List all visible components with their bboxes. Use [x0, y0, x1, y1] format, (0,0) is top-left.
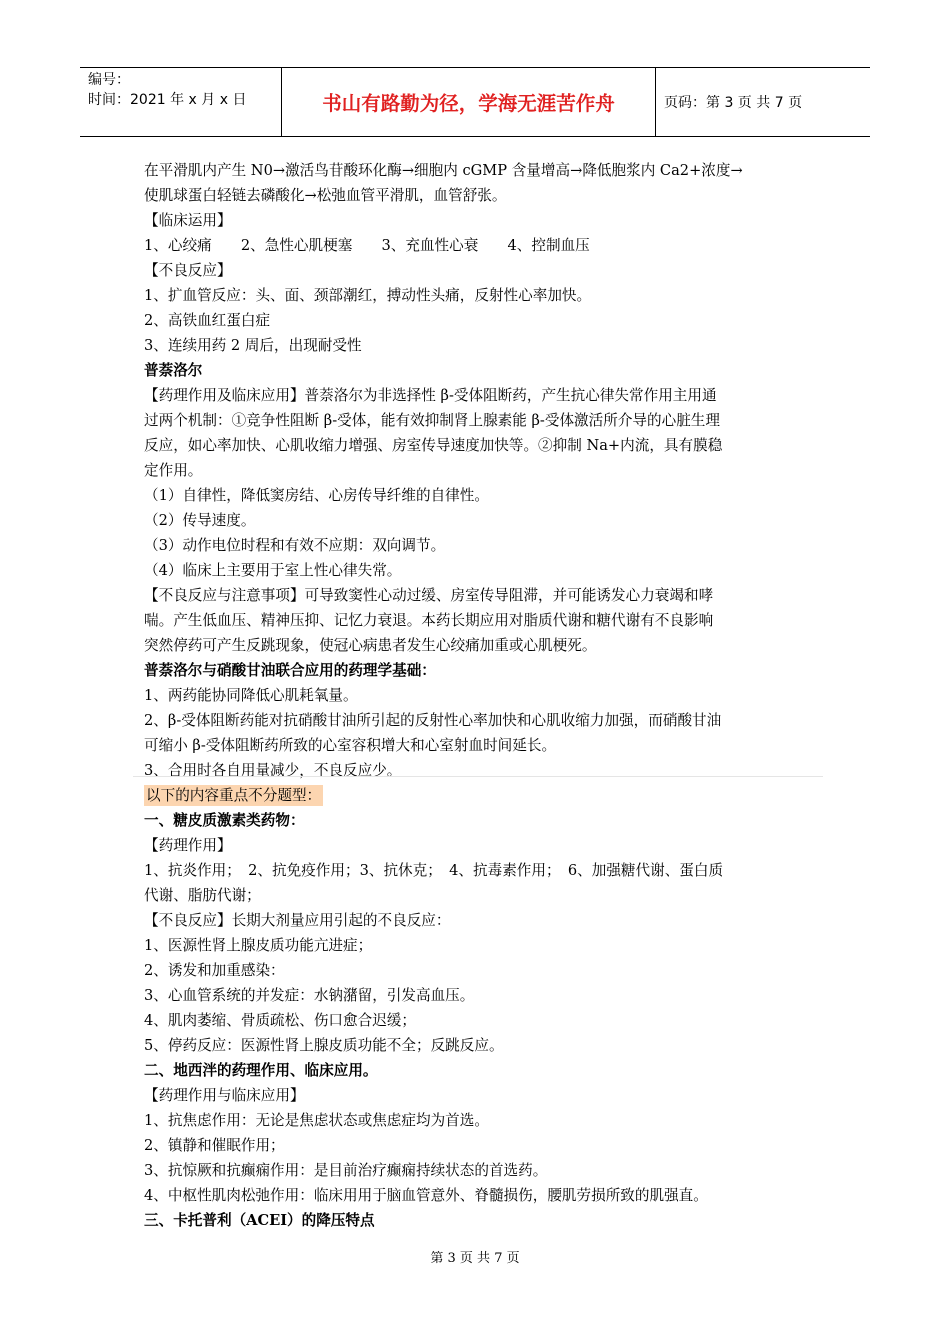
text-line: （1）自律性，降低窦房结、心房传导纤维的自律性。 [144, 487, 489, 504]
page-footer: 第 3 页 共 7 页 [430, 1251, 520, 1266]
text-line: 3、抗惊厥和抗癫痫作用：是目前治疗癫痫持续状态的首选药。 [144, 1162, 548, 1179]
text-line: 1、扩血管反应：头、面、颈部潮红，搏动性头痛，反射性心率加快。 [144, 287, 592, 304]
text-line: 5、停药反应：医源性肾上腺皮质功能不全；反跳反应。 [144, 1037, 504, 1054]
text-line: 突然停药可产生反跳现象，使冠心病患者发生心绞痛加重或心肌梗死。 [144, 637, 597, 654]
text-line: 过两个机制：①竞争性阻断 β-受体，能有效抑制肾上腺素能 β-受体激活所介导的心脏生理 [144, 412, 720, 429]
text-line: 反应，如心率加快、心肌收缩力增强、房室传导速度加快等。②抑制 Na+内流，具有膜稳 [144, 437, 723, 454]
text-line: 1、抗炎作用； 2、抗免疫作用；3、抗休克； 4、抗毒素作用； 6、加强糖代谢、蛋白质 [144, 862, 724, 879]
text-line: 【不良反应】长期大剂量应用引起的不良反应： [144, 912, 451, 929]
heading-glucocorticoids: 一、糖皮质激素类药物： [144, 812, 305, 829]
section-tag: 【不良反应】 [144, 262, 232, 279]
code-label: 编号： [88, 72, 130, 88]
text-line: 【不良反应与注意事项】可导致窦性心动过缓、房室传导阻滞，并可能诱发心力衰竭和哮 [144, 587, 714, 604]
page-header [80, 67, 870, 137]
text-line: （4）临床上主要用于室上性心律失常。 [144, 562, 402, 579]
section-tag: 【药理作用与临床应用】 [144, 1087, 305, 1104]
text-line: 1、两药能协同降低心肌耗氧量。 [144, 687, 358, 704]
text-line: 可缩小 β-受体阻断药所致的心室容积增大和心室射血时间延长。 [144, 737, 557, 754]
header-page-info: 页码：第 3 页 共 7 页 [664, 95, 803, 111]
section-divider [133, 776, 823, 777]
text-line: 【药理作用及临床应用】普萘洛尔为非选择性 β-受体阻断药，产生抗心律失常作用主用通 [144, 387, 717, 404]
text-line: 1、医源性肾上腺皮质功能亢进症； [144, 937, 373, 954]
text-line: 1、抗焦虑作用：无论是焦虑状态或焦虑症均为首选。 [144, 1112, 489, 1129]
section-tag: 【药理作用】 [144, 837, 232, 854]
text-line: 4、中枢性肌肉松弛作用：临床用用于脑血管意外、脊髓损伤，腰肌劳损所致的肌强直。 [144, 1187, 708, 1204]
text-line: 3、连续用药 2 周后，出现耐受性 [144, 337, 362, 354]
text-line: 在平滑肌内产生 N0→激活鸟苷酸环化酶→细胞内 cGMP 含量增高→降低胞浆内 Ca2+浓度→ [144, 162, 743, 179]
text-line: 喘。产生低血压、精神压抑、记忆力衰退。本药长期应用对脂质代谢和糖代谢有不良影响 [144, 612, 714, 629]
text-line: 2、镇静和催眠作用； [144, 1137, 285, 1154]
text-line: 3、心血管系统的并发症：水钠潴留，引发高血压。 [144, 987, 475, 1004]
text-line: 2、β-受体阻断药能对抗硝酸甘油所引起的反射性心率加快和心肌收缩力加强，而硝酸甘油 [144, 712, 722, 729]
text-line: （3）动作电位时程和有效不应期：双向调节。 [144, 537, 446, 554]
text-line: 代谢、脂肪代谢； [144, 887, 261, 904]
highlight-note: 以下的内容重点不分题型： [146, 787, 322, 804]
section-tag: 【临床运用】 [144, 212, 232, 229]
header-motto: 书山有路勤为径，学海无涯苦作舟 [282, 68, 656, 136]
heading-captopril: 三、卡托普利（ACEI）的降压特点 [144, 1212, 375, 1229]
text-line: 4、肌肉萎缩、骨质疏松、伤口愈合迟缓； [144, 1012, 416, 1029]
text-line: 1、心绞痛 2、急性心肌梗塞 3、充血性心衰 4、控制血压 [144, 237, 590, 254]
time-label: 时间：2021 年 x 月 x 日 [88, 92, 247, 108]
text-line: 2、高铁血红蛋白症 [144, 312, 271, 329]
text-line: 2、诱发和加重感染： [144, 962, 285, 979]
text-line: （2）传导速度。 [144, 512, 256, 529]
heading-combination: 普萘洛尔与硝酸甘油联合应用的药理学基础： [144, 662, 436, 679]
heading-diazepam: 二、地西泮的药理作用、临床应用。 [144, 1062, 378, 1079]
document-body [144, 158, 820, 1233]
text-line: 3、合用时各自用量减少，不良反应少。 [144, 762, 402, 779]
text-line: 定作用。 [144, 462, 203, 479]
header-meta [80, 68, 282, 136]
heading-propranolol: 普萘洛尔 [144, 362, 203, 379]
text-line: 使肌球蛋白轻链去磷酸化→松弛血管平滑肌，血管舒张。 [144, 187, 507, 204]
